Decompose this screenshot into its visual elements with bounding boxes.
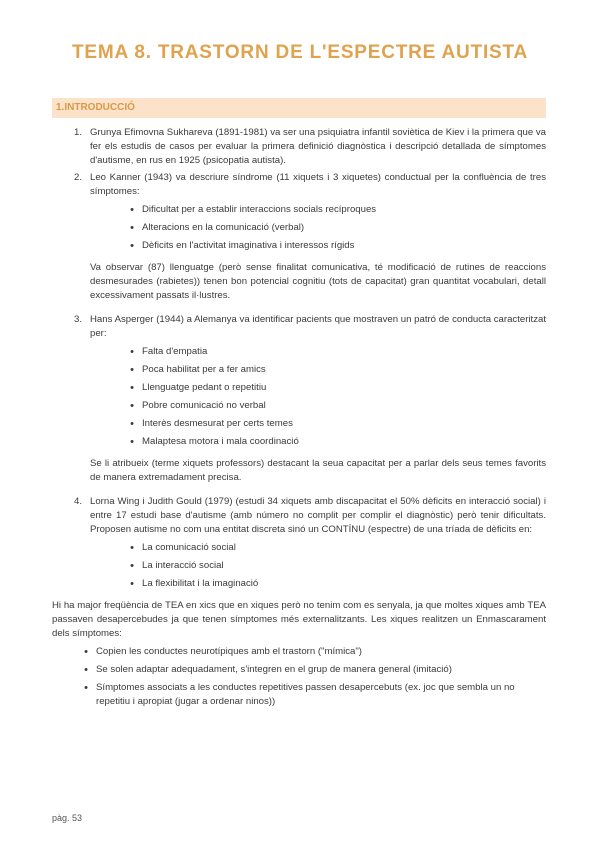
item-text: Hans Asperger (1944) a Alemanya va identificar pacients que mostraven un patró de conducta caracteritzat per: bbox=[90, 314, 546, 339]
list-item bbox=[52, 126, 546, 168]
bullet-item: • Dificultat per a establir interaccions socials recíproques bbox=[126, 203, 546, 217]
list-item bbox=[52, 313, 546, 341]
bullet-icon: • bbox=[130, 240, 134, 252]
bullet-item: • Pobre comunicació no verbal bbox=[126, 399, 546, 413]
item-number: 2. bbox=[73, 172, 82, 183]
item-text: Grunya Efimovna Sukhareva (1891-1981) va ser una psiquiatra infantil soviètica de Kiev i la primera que va fer els estudis de casos per evaluar la primera definició diagnòstica i descripció detallada de símptomes d'autisme, en rus en 1925 (psicopatia autista). bbox=[90, 127, 546, 166]
bullet-item: • Malaptesa motora i mala coordinació bbox=[126, 435, 546, 449]
bullet-item: • Poca habilitat per a fer amics bbox=[126, 363, 546, 377]
item-text: Leo Kanner (1943) va descriure síndrome (11 xiquets i 3 xiquetes) conductual per la confluència de tres símptomes: bbox=[90, 172, 546, 197]
kanner-paragraph: Va observar (87) llenguatge (però sense finalitat comunicativa, té modificació de rutines de reaccions desmesurades (rabietes)) tenen bon potencial cognitiu (tots de capacitat) gran quantitat vocabulari, detall excessivament passats il·lustres. bbox=[90, 262, 546, 301]
bullet-item: • Dèficits en l'activitat imaginativa i interessos rígids bbox=[126, 239, 546, 253]
bullet-icon: • bbox=[130, 400, 134, 412]
list-item bbox=[52, 171, 546, 199]
bullet-item: • Falta d'empatia bbox=[126, 345, 546, 359]
bullet-icon: • bbox=[130, 560, 134, 572]
asperger-paragraph: Se li atribueix (terme xiquets professors) destacant la seua capacitat per a parlar dels seus temes favorits de manera extremadament precisa. bbox=[90, 458, 546, 483]
bullet-icon: • bbox=[130, 382, 134, 394]
page-number: pàg. 53 bbox=[52, 813, 83, 823]
bullet-item: • La comunicació social bbox=[126, 541, 546, 555]
list-item bbox=[52, 495, 546, 537]
bullet-icon: • bbox=[130, 222, 134, 234]
bullet-icon: • bbox=[130, 364, 134, 376]
kanner-bullet-list bbox=[52, 203, 546, 253]
item-number: 4. bbox=[73, 496, 82, 507]
item-number: 3. bbox=[73, 314, 82, 325]
closing-paragraph: Hi ha major freqüència de TEA en xics que en xiques però no tenim com es senyala, ja que moltes xiques amb TEA passaven desapercebudes ja que tenen símptomes més externalitzants. Les xiques realitzen un Enmascarament dels símptomes: bbox=[52, 600, 546, 639]
document-body bbox=[52, 126, 546, 717]
page-title: TEMA 8. TRASTORN DE L'ESPECTRE AUTISTA bbox=[71, 42, 529, 63]
bullet-icon: • bbox=[84, 646, 88, 658]
bullet-icon: • bbox=[130, 542, 134, 554]
bullet-item: • La flexibilitat i la imaginació bbox=[126, 577, 546, 591]
bullet-item: • Copien les conductes neurotípiques amb el trastorn ("mímica") bbox=[80, 645, 546, 659]
closing-bullet-list bbox=[52, 645, 546, 709]
bullet-item: • Símptomes associats a les conductes repetitives passen desapercebuts (ex. joc que sembla un no repetitiu i apropiat (jugar a ordenar ninos)) bbox=[80, 681, 546, 709]
wing-bullet-list bbox=[52, 541, 546, 591]
bullet-item: • Alteracions en la comunicació (verbal) bbox=[126, 221, 546, 235]
bullet-item: • Interès desmesurat per certs temes bbox=[126, 417, 546, 431]
item-text: Lorna Wing i Judith Gould (1979) (estudi 34 xiquets amb discapacitat el 50% dèficits en interacció social) i entre 17 estudi base d'autisme (amb número no complit per complir el diagnòstic) però tenir dificultats. Proposen autisme no com una entitat discreta sinó un CONTÍNU (espectre) de una tríada de dèficits en: bbox=[90, 496, 546, 535]
bullet-icon: • bbox=[130, 346, 134, 358]
asperger-bullet-list bbox=[52, 345, 546, 449]
item-number: 1. bbox=[73, 127, 82, 138]
bullet-icon: • bbox=[130, 204, 134, 216]
bullet-icon: • bbox=[130, 578, 134, 590]
bullet-item: • Se solen adaptar adequadament, s'integren en el grup de manera general (imitació) bbox=[80, 663, 546, 677]
bullet-icon: • bbox=[130, 436, 134, 448]
bullet-icon: • bbox=[84, 664, 88, 676]
section-heading: 1.INTRODUCCIÓ bbox=[52, 98, 546, 118]
bullet-icon: • bbox=[84, 682, 88, 694]
bullet-icon: • bbox=[130, 418, 134, 430]
bullet-item: • La interacció social bbox=[126, 559, 546, 573]
bullet-item: • Llenguatge pedant o repetitiu bbox=[126, 381, 546, 395]
